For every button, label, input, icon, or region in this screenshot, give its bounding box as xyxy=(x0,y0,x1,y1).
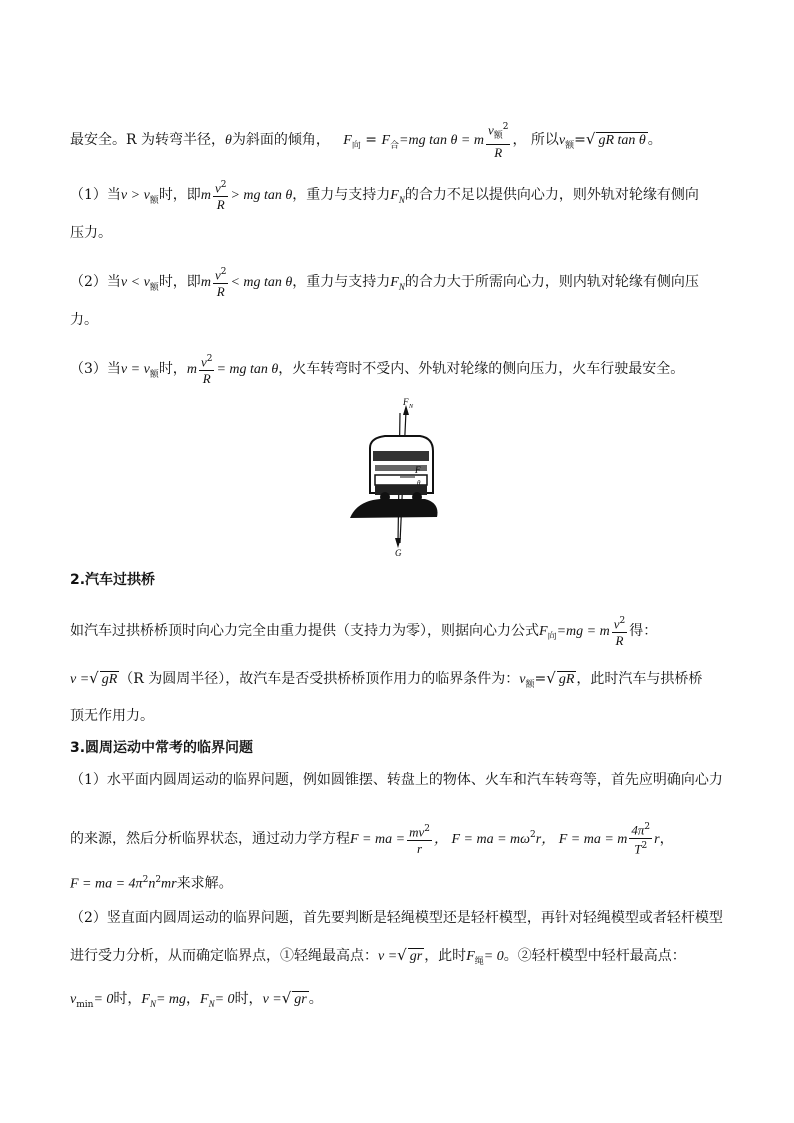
s3-p5b: ，此时 xyxy=(424,948,467,964)
train-diagram-svg xyxy=(345,393,445,558)
s3-p6eq2: = mg xyxy=(155,992,187,1007)
intro-line: 最安全。R 为转弯半径，θ为斜面的倾角， $F_向 = F_合=mg$ tan θ = m $\frac{v_额^2}{R}$ ， 所以$v_额=√$ gR tan θ 。 xyxy=(70,122,662,160)
s3-p5eq: = 0 xyxy=(483,949,504,964)
s3-p6F2: F xyxy=(200,992,209,1007)
item-2-text-a: 时，即 xyxy=(158,274,201,291)
section-2-heading: 2.汽车过拱桥 xyxy=(70,572,156,588)
item-2-text-c: 的合力大于所需向心力，则内轨对轮缘有侧向压 xyxy=(404,274,699,291)
section-2-line-2: v =√ gR （R 为圆周半径），故汽车是否受拱桥桥顶作用力的临界条件为：$v_额=√$ gR ，此时汽车与拱桥桥 xyxy=(70,669,703,690)
s3-eqC2: r xyxy=(654,831,660,847)
formula-f2: F xyxy=(381,132,391,148)
s3-p3: F = ma = 4π xyxy=(70,876,143,892)
item-2-num: v xyxy=(214,267,221,283)
s3-p5-sqrt: gr xyxy=(409,949,423,964)
frac-num-sub: 额 xyxy=(493,130,503,141)
s2-text-a: 如汽车过拱桥桥顶时向心力完全由重力提供（支持力为零），则据向心力公式 xyxy=(70,623,539,640)
s3-fracC-num: 4π xyxy=(631,822,645,838)
s3-eqC: ， F = ma = m xyxy=(541,831,628,847)
s2-den: R xyxy=(615,633,624,649)
section-3-p1: （1）水平面内圆周运动的临界问题，例如圆锥摆、转盘上的物体、火车和汽车转弯等，首先应明确向心力 xyxy=(70,772,723,788)
item-2-N: N xyxy=(398,281,405,292)
item-1-F: F xyxy=(390,188,399,204)
section-2-line-1 xyxy=(70,614,657,648)
item-2-cond: v < v xyxy=(120,275,150,291)
s2-sqrt-2: gR xyxy=(558,672,575,687)
item-3-text-a: 时， xyxy=(158,361,187,378)
intro-end: 。 xyxy=(647,131,662,148)
s2-v: v = xyxy=(70,672,90,687)
formula-mid: =mg tan θ = m xyxy=(399,132,484,148)
s3-p6N2: N xyxy=(208,998,215,1009)
intro-sqrt: gR tan θ xyxy=(598,132,646,148)
intro-text-3: ， 所以 xyxy=(512,131,559,148)
s2-text-b: 得： xyxy=(629,623,658,640)
item-2-m: m xyxy=(200,275,211,291)
s2-eq2: = xyxy=(534,671,547,687)
s3-text-a: 的来源，然后分析临界状态，通过动力学方程 xyxy=(70,830,350,847)
item-3-text-b: ，火车转弯时不受内、外轨对轮缘的侧向压力，火车行驶最安全。 xyxy=(278,361,685,378)
s3-p5a: 进行受力分析，从而确定临界点，①轻绳最高点： xyxy=(70,948,378,964)
s3-eqB: ， F = ma = mω xyxy=(433,831,531,847)
s3-p5F-sub: 绳 xyxy=(474,956,484,967)
sub-xiang: 向 xyxy=(351,140,361,151)
s3-p5v: v = xyxy=(378,949,398,964)
item-3-m: m xyxy=(186,362,197,378)
s3-eqB2: r xyxy=(535,831,542,847)
s2-sub-rated: 额 xyxy=(525,679,535,690)
section-3-p6: $v_{min}= 0$时，$F_N=$ mg，$F_N= 0$时，v =√ gr 。 xyxy=(70,989,323,1010)
intro-text-1: 最安全。R 为转弯半径， xyxy=(70,131,225,148)
section-3-p3: F = ma = $4\pi^2n^2mr$来求解。 xyxy=(70,875,233,892)
s2-F: F xyxy=(539,624,548,640)
s3-p6b: 时， xyxy=(234,991,263,1007)
theta-label: θ xyxy=(417,479,421,487)
item-1-sub: 额 xyxy=(149,195,159,206)
s2-text-d: ，此时汽车与拱桥桥 xyxy=(576,671,703,687)
s3-p6v2: v = xyxy=(262,992,282,1007)
s3-p6a: 时， xyxy=(113,991,142,1007)
s3-eqA: F = ma = xyxy=(350,831,406,847)
item-1-line-1 xyxy=(70,178,699,212)
train-force-figure xyxy=(345,393,445,558)
item-2-label: （2）当 xyxy=(70,274,121,291)
intro-v: v xyxy=(558,132,566,148)
item-2-fraction: $\frac{v^2}{R}$ xyxy=(214,267,227,300)
s3-fraction-c: $\frac{4\pi^2}{T^2}$ xyxy=(631,822,651,857)
s2-sub: 向 xyxy=(547,631,557,642)
s3-p6eq3: = 0 xyxy=(214,992,235,1007)
s3-p6sep: ， xyxy=(186,991,201,1007)
section-3-p5: 进行受力分析，从而确定临界点，①轻绳最高点：v =√ gr ，此时$F_绳= 0$。②轻杆模型中轻杆最高点： xyxy=(70,946,686,967)
item-1-cond: v > v xyxy=(120,188,150,204)
s3-fracA-num: mv xyxy=(409,823,425,839)
item-3-sub: 额 xyxy=(149,369,159,380)
s3-p6-sub: min xyxy=(76,999,94,1010)
item-1-fraction: $\frac{v^2}{R}$ xyxy=(214,180,227,213)
theta-symbol: θ xyxy=(225,132,232,148)
intro-fraction: $\frac{v_额^2}{R}$ xyxy=(487,122,509,160)
item-1-text-a: 时，即 xyxy=(158,187,201,204)
s3-p6-sqrt: gr xyxy=(294,992,307,1007)
section-3-p4: （2）竖直面内圆周运动的临界问题，首先要判断是轻绳模型还是轻杆模型，再针对轻绳模型或者轻杆模型 xyxy=(70,910,723,926)
s2-sqrt-1: gR xyxy=(101,672,118,687)
s3-p5c: 。②轻杆模型中轻杆最高点： xyxy=(503,948,686,964)
frac-den: R xyxy=(494,144,503,160)
section-3-heading: 3.圆周运动中常考的临界问题 xyxy=(70,740,254,756)
s2-num: v xyxy=(613,616,620,632)
item-2-line-2: 力。 xyxy=(70,312,98,328)
fn-label: F xyxy=(403,397,409,407)
s3-eqC3: ， xyxy=(659,830,674,847)
s3-p3b: n xyxy=(148,876,156,892)
s2-fraction: $\frac{v^2}{R}$ xyxy=(613,616,626,649)
s3-p3d: 来求解。 xyxy=(176,875,233,892)
item-3-rel: = mg tan θ xyxy=(216,362,279,378)
item-2-text-b: ，重力与支持力 xyxy=(292,274,391,291)
section-3-p2: 的来源，然后分析临界状态，通过动力学方程F = ma = $\frac{mv^2}{r}$ ， F = ma = $m\omega^2r$， F = ma = m $\frac{4\pi^2}{T^2}$ r， xyxy=(70,822,674,857)
item-3-label: （3）当 xyxy=(70,361,121,378)
item-1-text-c: 的合力不足以提供向心力，则外轨对轮缘有侧向 xyxy=(404,187,699,204)
s3-fracC-den: T xyxy=(634,841,642,857)
s3-fracA-den: r xyxy=(416,840,423,856)
item-3-cond: v = v xyxy=(120,362,150,378)
section-2-line-3: 顶无作用力。 xyxy=(70,708,154,724)
frac-num: v xyxy=(487,122,494,138)
item-3-fraction: $\frac{v^2}{R}$ xyxy=(200,354,213,387)
s2-text-c: （R 为圆周半径），故汽车是否受拱桥桥顶作用力的临界条件为： xyxy=(119,671,520,687)
f-label: F xyxy=(415,465,421,475)
item-2-den: R xyxy=(216,284,225,300)
item-3-line-1 xyxy=(70,352,684,386)
s3-p6F: F xyxy=(141,992,150,1007)
intro-text-2: 为斜面的倾角， xyxy=(231,131,330,148)
s3-fraction-a: $\frac{mv^2}{r}$ xyxy=(409,823,430,856)
item-2-line-1 xyxy=(70,265,699,299)
item-1-N: N xyxy=(398,194,405,205)
s3-p5F: F xyxy=(466,949,475,964)
item-1-label: （1）当 xyxy=(70,187,121,204)
s3-p6end: 。 xyxy=(308,991,323,1007)
item-2-rel: < mg tan θ xyxy=(230,275,293,291)
item-2-F: F xyxy=(390,275,399,291)
s3-p6v: v xyxy=(70,992,77,1007)
item-3-den: R xyxy=(202,371,211,387)
item-3-num: v xyxy=(200,354,207,370)
item-1-num: v xyxy=(214,180,221,196)
s3-p6eq: = 0 xyxy=(93,992,114,1007)
item-1-text-b: ，重力与支持力 xyxy=(292,187,391,204)
s2-v2: v xyxy=(519,672,526,687)
item-2-sub: 额 xyxy=(149,282,159,293)
item-1-rel: > mg tan θ xyxy=(230,188,293,204)
s3-p6N: N xyxy=(149,998,156,1009)
fn-sub-label: N xyxy=(409,404,414,410)
g-label: G xyxy=(395,548,402,558)
item-1-den: R xyxy=(216,197,225,213)
intro-v-sub: 额 xyxy=(565,140,575,151)
formula-f: F xyxy=(343,132,352,148)
item-1-line-2: 压力。 xyxy=(70,225,112,241)
sub-he: 合 xyxy=(390,140,400,151)
s3-p3c: mr xyxy=(161,876,177,892)
item-1-m: m xyxy=(200,188,211,204)
s2-eq: =mg = m xyxy=(556,624,610,640)
